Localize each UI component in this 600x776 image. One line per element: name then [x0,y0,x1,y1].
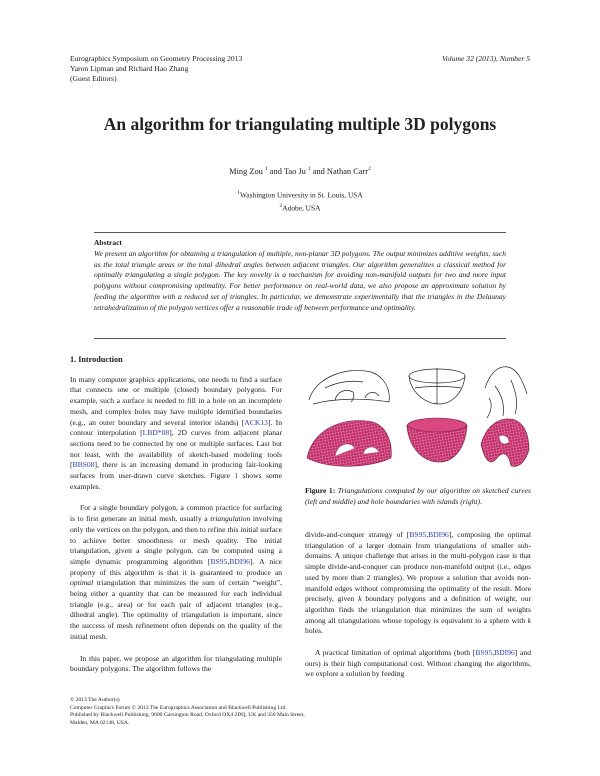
editors: Yaron Lipman and Richard Hao Zhang [70,64,189,73]
paragraph: In many computer graphics applications, one needs to find a surface that connects one or multiple (closed) boundary polygons. For example, such a surface is needed to fill in a hole on an incomplete mesh, and complex holes may have multiple identified boundaries (e.g., an outer boundary and several interior islands) [ACK13]. In contour interpolation [LBD*08], 2D curves from adjacent planar sections need to be connected by one or multiple surfaces. Last but not least, with the availability of sketch-based modeling tools [BBS08], there is an increasing demand in producing fair-looking surfaces from user-drawn curve sketches. Figure 1 shows some examples. [70,374,283,491]
citation-link[interactable]: BDI96 [494,648,515,658]
affiliation: $^1$Washington University in St. Louis, USA [237,190,363,200]
editors-role: (Guest Editors) [70,74,117,83]
citation-link[interactable]: BS95 [475,648,493,658]
copyright-footer [70,697,310,727]
figure-1-caption [305,486,531,507]
citation-link[interactable]: BDI96 [428,530,449,539]
figure-ref-link[interactable]: 1 [234,471,239,481]
author-name: and Tao Ju [269,166,306,176]
volume-info: Volume 32 (2013), Number 5 [442,54,530,63]
author-affil-mark: 1 [264,166,268,172]
mesh-tentacle-surface [481,419,529,466]
paragraph: A practical limitation of optimal algorithms (both [BS95,BDI96] and ours) is their high computational cost. Without changing the algorithms, we explore a solution by feeding [305,648,531,679]
author-name: and Nathan Carr [312,166,369,176]
citation-link[interactable]: ACK13 [244,417,268,427]
author-name: Ming Zou [229,166,263,176]
venue: Eurographics Symposium on Geometry Processing 2013 [70,54,243,63]
author-affil-mark: 2 [368,166,371,172]
running-header-left [70,54,242,84]
caption-text: Triangulations computed by our algorithm on sketched curves (left and middle) and hole boundaries with islands (right). [305,486,531,506]
mesh-car-surface [307,421,391,467]
left-column [70,355,282,675]
caption-label: Figure 1: [305,486,336,495]
author-list [0,166,600,176]
citation-link[interactable]: LBD*08 [142,428,170,438]
affiliations [0,188,600,214]
copyright-line: © 2013 The Author(s) [70,697,120,703]
abstract-top-rule [94,232,506,233]
affiliation: $^2$Adobe, USA [279,202,321,213]
publisher-line: Computer Graphics Forum © 2013 The Eurographics Association and Blackwell Publishing Ltd. Published by Blackwell Publishing, 9600 Garsington Road, Oxford OX4 2DQ, UK and 350 Main Street, Malden, MA 02148, USA. [70,704,305,726]
paper-title: An algorithm for triangulating multiple 3D polygons [103,114,497,134]
citation-link[interactable]: BS95 [210,556,228,566]
mesh-bowl-surface [407,418,467,462]
sketch-bowl-curves [409,368,465,404]
sketch-tentacle-curves [485,367,527,418]
abstract [94,238,506,314]
right-column [305,530,531,680]
sketch-car-curves [309,370,389,404]
abstract-heading: Abstract [94,238,122,247]
abstract-text: We present an algorithm for obtaining a triangulation of multiple, non-planar 3D polygons. The output minimizes additive weights, such as the total triangle areas or the total dihedral angles between adjacent triangles. Our algorithm generalizes a classical method for optimally triangulating a single polygon. The key novelty is a mechanism for avoiding non-manifold outputs for two and more input polygons without compromising optimality. For better performance on real-world data, we also propose an approximate solution by feeding the algorithm with a reduced set of triangles. In particular, we demonstrate experimentally that the triangles in the Delaunay tetrahedralization of the polygon vertices offer a reasonable trade off between performance and optimality. [94,248,506,312]
abstract-bottom-rule [94,338,506,339]
citation-link[interactable]: BS95 [409,530,427,539]
author-affil-mark: 1 [307,166,311,172]
paragraph: In this paper, we propose an algorithm for triangulating multiple boundary polygons. The algorithm follows the [70,653,282,674]
paragraph: For a single boundary polygon, a common practice for surfacing is to first generate an initial mesh, usually a triangulation involving only the vertices on the polygon, and then to refine this initial surface to achieve better smoothness or mesh quality. The initial triangulation, given a single polygon, can be computed using a simple dynamic programming algorithm [BS95,BDI96]. A nice property of this algorithm is that it is guaranteed to produce an optimal triangulation that minimizes the sum of certain “weight”, being either a quantity that can be measured for each individual triangle (e.g., area) or for each pair of adjacent triangles (e.g., dihedral angle). The optimality of triangulation is important, since the success of mesh refinement often depends on the quality of the initial mesh. [70,503,282,641]
paragraph: divide-and-conquer strategy of [BS95,BDI96], composing the optimal triangulation of a larger domain from triangulations of smaller sub-domains. A unique challenge that arises in the multi-polygon case is that simple divide-and-conquer can produce non-manifold output (i.e., edges used by more than 2 triangles). We propose a solution that avoids non-manifold edges without compromising the optimality of the result. More precisely, given k boundary polygons and a definition of weight, our algorithm finds the triangulation that minimizes the sum of weights among all triangulations whose topology is equivalent to a sphere with k holes. [305,530,532,636]
citation-link[interactable]: BBS08 [72,460,95,470]
figure-1-image [305,358,531,480]
citation-link[interactable]: BDI96 [229,556,250,566]
section-heading: 1. Introduction [70,355,123,364]
